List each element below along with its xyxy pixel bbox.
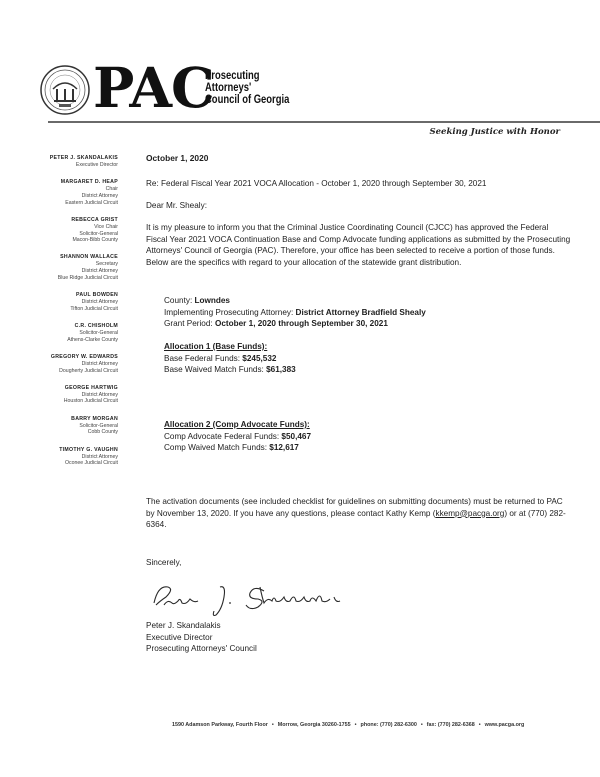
- allocation-line: [164, 431, 311, 443]
- member-title: Secretary: [95, 261, 118, 268]
- member-title: Athens-Clarke County: [67, 336, 118, 343]
- closing-text: The activation documents (see included checklist for guidelines on submitting documents) must be returned to PAC by November 13, 2020. If you have any questions, please contact Kathy Kemp (: [146, 497, 563, 518]
- member-title: Houston Judicial Circuit: [63, 398, 118, 405]
- member-title: Eastern Judicial Circuit: [65, 199, 118, 206]
- letter-date: October 1, 2020: [146, 153, 209, 163]
- footer-city: Morrow, Georgia 30260-1755: [277, 722, 351, 728]
- grant-details: [164, 295, 426, 330]
- closing-paragraph: [146, 496, 571, 531]
- member-title: District Attorney: [81, 453, 118, 460]
- allocation-line: [164, 353, 296, 365]
- header-divider: [48, 121, 600, 123]
- allocation-label: Base Federal Funds:: [164, 353, 243, 363]
- footer-address: 1590 Adamson Parkway, Fourth Floor: [172, 722, 268, 728]
- council-member: [0, 323, 118, 343]
- bullet-separator: •: [271, 722, 274, 728]
- council-members-sidebar: [0, 155, 118, 477]
- county-value: Lowndes: [194, 296, 230, 305]
- attorney-label: Implementing Prosecuting Attorney:: [164, 307, 296, 317]
- period-value: October 1, 2020 through September 30, 2021: [214, 319, 388, 328]
- org-name-line: Prosecuting: [205, 70, 260, 82]
- member-title: District Attorney: [81, 391, 118, 398]
- allocation-2-title: Allocation 2 (Comp Advocate Funds):: [164, 420, 310, 429]
- letterhead-footer: [172, 722, 524, 728]
- handwritten-signature: [146, 575, 396, 620]
- signer-block: [146, 620, 257, 655]
- member-title: Cobb County: [87, 429, 118, 436]
- member-title: Solicitor-General: [79, 230, 118, 237]
- member-name: GREGORY W. EDWARDS: [50, 353, 118, 360]
- county-label: County:: [164, 296, 195, 305]
- member-name: GEORGE HARTWIG: [64, 384, 118, 391]
- attorney-value: District Attorney Bradfield Shealy: [295, 307, 426, 317]
- council-member: [0, 179, 118, 206]
- motto: Seeking Justice with Honor: [429, 127, 560, 137]
- member-title: Macon-Bibb County: [72, 237, 118, 244]
- council-member: [0, 354, 118, 374]
- member-name: MARGARET D. HEAP: [60, 179, 118, 186]
- allocation-2: [164, 419, 311, 454]
- signer-title: Executive Director: [146, 632, 213, 642]
- council-member: [0, 292, 118, 312]
- bullet-separator: •: [478, 722, 481, 728]
- member-name: SHANNON WALLACE: [60, 254, 118, 261]
- footer-website: www.pacga.org: [484, 722, 525, 728]
- signer-org: Prosecuting Attorneys' Council: [146, 644, 257, 653]
- allocation-1: [164, 341, 296, 376]
- member-title: Dougherty Judicial Circuit: [59, 367, 118, 374]
- council-member: [0, 447, 118, 467]
- attorney-line: [164, 307, 426, 319]
- allocation-value: $50,467: [281, 431, 312, 441]
- council-member: [0, 254, 118, 281]
- allocation-value: $245,532: [242, 353, 277, 363]
- footer-fax: fax: (770) 282-6368: [426, 722, 475, 728]
- org-name: [205, 70, 289, 106]
- allocation-1-title: Allocation 1 (Base Funds):: [164, 342, 268, 351]
- email-link[interactable]: kkemp@pacga.org: [435, 508, 505, 518]
- pac-logo: PAC: [93, 55, 214, 120]
- council-member: [0, 416, 118, 436]
- member-name: PETER J. SKANDALAKIS: [49, 155, 118, 161]
- allocation-line: [164, 364, 296, 376]
- council-member: [0, 217, 118, 244]
- footer-phone: phone: (770) 282-6300: [360, 722, 417, 728]
- member-title: Solicitor-General: [79, 422, 118, 429]
- member-name: PAUL BOWDEN: [75, 292, 118, 299]
- member-name: C.R. CHISHOLM: [74, 322, 118, 329]
- allocation-label: Base Waived Match Funds:: [164, 365, 267, 374]
- member-title: District Attorney: [81, 268, 118, 275]
- county-line: [164, 295, 426, 307]
- salutation: Dear Mr. Shealy:: [146, 201, 207, 210]
- member-title: Solicitor-General: [79, 329, 118, 336]
- council-member: [0, 155, 118, 169]
- org-name-line: Attorneys': [205, 82, 252, 94]
- council-member: [0, 385, 118, 405]
- subject-line: Re: Federal Fiscal Year 2021 VOCA Allocation - October 1, 2020 through September 30, 2021: [146, 179, 487, 188]
- member-title: Vice Chair: [94, 223, 118, 230]
- member-name: TIMOTHY G. VAUGHN: [59, 446, 118, 453]
- allocation-value: $61,383: [266, 365, 296, 374]
- org-name-line: Council of Georgia: [205, 94, 290, 106]
- member-title: Blue Ridge Judicial Circuit: [57, 274, 118, 281]
- member-title: District Attorney: [81, 192, 118, 199]
- sign-off: Sincerely,: [146, 558, 182, 567]
- allocation-line: [164, 442, 311, 454]
- bullet-separator: •: [354, 722, 357, 728]
- period-label: Grant Period:: [164, 319, 215, 328]
- member-title: District Attorney: [81, 299, 118, 306]
- intro-paragraph: It is my pleasure to inform you that the Criminal Justice Coordinating Council (CJCC) has approved the Federal Fiscal Year 2021 VOCA Continuation Base and Comp Advocate funding applications as submitted by the Prosecuting Attorneys' Council of Georgia (PAC). Therefore, your office has been selected to receive a portion of those funds. Below are the specifics with regard to your allocation of the statewide grant distribution.: [146, 223, 571, 267]
- georgia-state-seal-icon: [40, 65, 90, 115]
- allocation-label: Comp Advocate Federal Funds:: [164, 431, 282, 441]
- letterhead: [0, 0, 600, 140]
- member-name: REBECCA GRIST: [71, 216, 118, 223]
- member-title: Tifton Judicial Circuit: [70, 305, 118, 312]
- closing-text-end: ) or at (770) 282-6364.: [146, 508, 566, 529]
- member-title: Chair: [105, 186, 118, 193]
- grant-period-line: [164, 318, 426, 330]
- member-title: Oconee Judicial Circuit: [64, 460, 118, 467]
- signer-name: Peter J. Skandalakis: [146, 621, 221, 630]
- member-title: District Attorney: [81, 360, 118, 367]
- member-name: BARRY MORGAN: [71, 415, 118, 422]
- bullet-separator: •: [420, 722, 423, 728]
- allocation-value: $12,617: [269, 443, 299, 452]
- allocation-label: Comp Waived Match Funds:: [164, 443, 270, 452]
- member-title: Executive Director: [75, 162, 118, 168]
